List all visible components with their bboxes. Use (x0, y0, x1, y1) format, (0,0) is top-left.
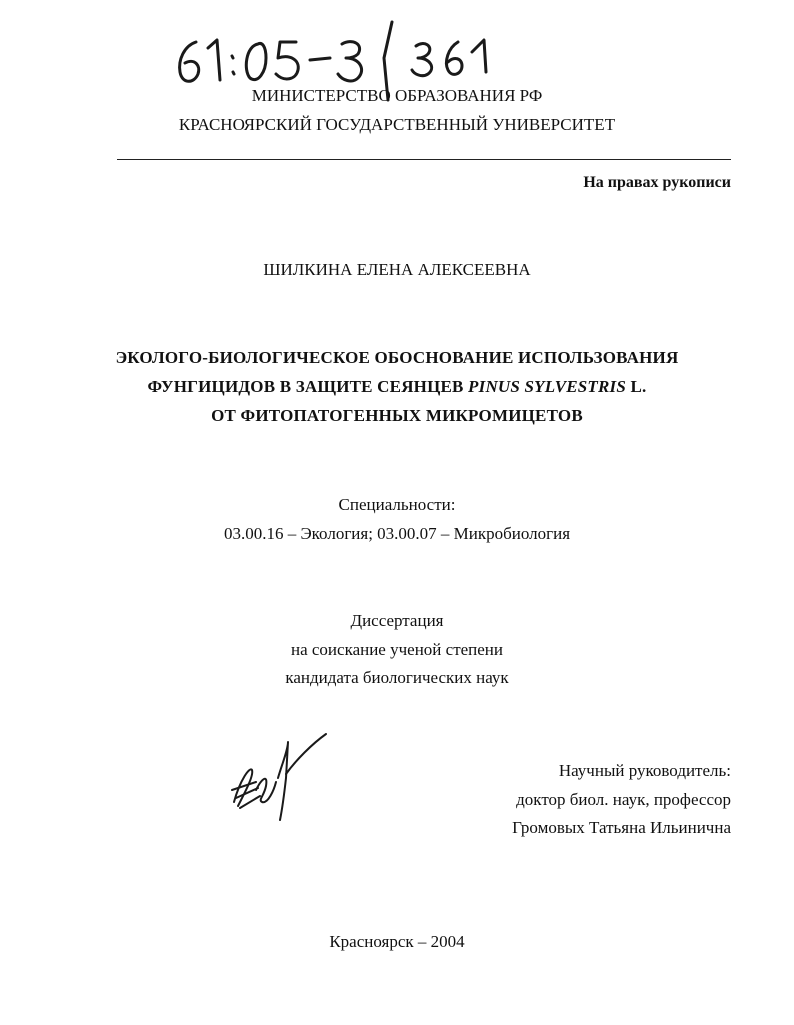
thesis-title-line-1: ЭКОЛОГО-БИОЛОГИЧЕСКОЕ ОБОСНОВАНИЕ ИСПОЛЬЗОВАНИЯ (115, 348, 679, 367)
city-year: Красноярск – 2004 (329, 932, 465, 951)
thesis-title-line-3: ОТ ФИТОПАТОГЕННЫХ МИКРОМИЦЕТОВ (211, 406, 583, 425)
thesis-title-line-2 (0, 377, 794, 397)
specialties-value: 03.00.16 – Экология; 03.00.07 – Микробиология (223, 524, 571, 543)
ministry-name: МИНИСТЕРСТВО ОБРАЗОВАНИЯ РФ (251, 86, 543, 105)
thesis-title-line-2-end: L. (626, 377, 647, 396)
supervisor-name: Громовых Татьяна Ильинична (512, 818, 731, 837)
supervisor-degree: доктор биол. наук, профессор (516, 790, 731, 809)
header-divider (117, 159, 731, 160)
author-name: ШИЛКИНА ЕЛЕНА АЛЕКСЕЕВНА (263, 260, 531, 279)
specialties-label: Специальности: (338, 495, 456, 514)
supervisor-label: Научный руководитель: (558, 761, 731, 780)
signature (222, 730, 342, 830)
dissertation-field-line: кандидата биологических наук (285, 668, 509, 687)
rights-note: На правах рукописи (583, 174, 731, 191)
university-name: КРАСНОЯРСКИЙ ГОСУДАРСТВЕННЫЙ УНИВЕРСИТЕТ (178, 115, 616, 134)
dissertation-degree-line: на соискание ученой степени (290, 640, 504, 659)
thesis-title-line-2-start: ФУНГИЦИДОВ В ЗАЩИТЕ СЕЯНЦЕВ (147, 377, 469, 396)
species-name: PINUS SYLVESTRIS (468, 377, 627, 396)
dissertation-label: Диссертация (350, 611, 444, 630)
